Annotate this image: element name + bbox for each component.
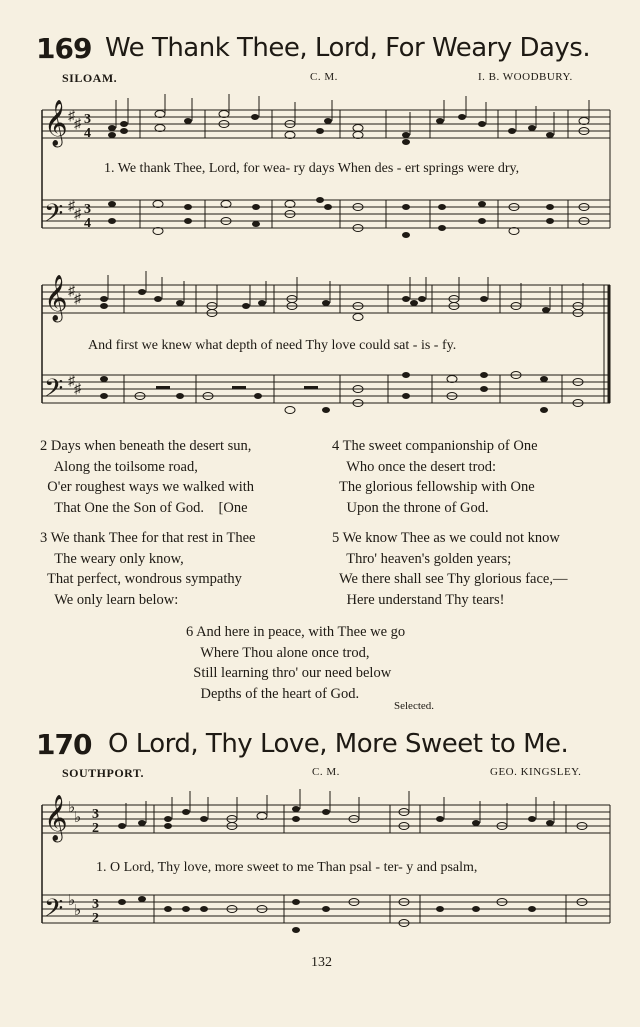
svg-text:3: 3 — [84, 202, 91, 217]
verse: 4 The sweet companionship of One Who once the desert trod: The glorious fellowship with One Upon the throne of God. — [332, 438, 538, 516]
hymn-number: 169 — [36, 32, 92, 65]
meter: C. M. — [310, 71, 338, 83]
lyric-line: And first we knew what depth of need Thy love could sat - is - fy. — [88, 338, 457, 353]
verse: 5 We know Thee as we could not know Thro' heaven's golden years; We there shall see Thy glorious face,— Here understand Thy tears! — [332, 530, 568, 608]
svg-text:4: 4 — [84, 126, 91, 141]
lyric-line: 1. We thank Thee, Lord, for wea- ry days When des - ert springs were dry, — [104, 161, 520, 176]
hymn-title: O Lord, Thy Love, More Sweet to Me. — [108, 729, 569, 759]
svg-text:3: 3 — [92, 897, 99, 912]
svg-text:𝄞: 𝄞 — [44, 795, 68, 841]
svg-text:♯: ♯ — [74, 117, 81, 132]
svg-text:♯: ♯ — [68, 199, 75, 214]
svg-text:𝄞: 𝄞 — [44, 275, 68, 321]
composer: GEO. KINGSLEY. — [490, 766, 582, 778]
hymn-title: We Thank Thee, Lord, For Weary Days. — [105, 33, 591, 63]
svg-text:4: 4 — [84, 216, 91, 231]
verse: 2 Days when beneath the desert sun, Along the toilsome road, O'er roughest ways we walked with That One the Son of God. [One — [40, 438, 255, 516]
svg-text:𝄢: 𝄢 — [44, 894, 64, 929]
tune-name: SILOAM. — [62, 71, 118, 85]
verse: 6 And here in peace, with Thee we go Where Thou alone once trod, Still learning thro' our need below Depths of the heart of God. — [186, 624, 406, 702]
svg-text:♯: ♯ — [74, 382, 81, 397]
attribution: Selected. — [394, 700, 435, 712]
svg-text:2: 2 — [92, 911, 99, 926]
svg-text:♯: ♯ — [74, 292, 81, 307]
tune-name: SOUTHPORT. — [62, 766, 145, 780]
lyric-line: 1. O Lord, Thy love, more sweet to me Than psal - ter- y and psalm, — [96, 860, 478, 875]
hymn-number: 170 — [36, 728, 92, 761]
svg-text:♭: ♭ — [68, 893, 76, 909]
svg-text:♭: ♭ — [74, 810, 82, 826]
svg-text:♭: ♭ — [68, 800, 76, 816]
svg-text:♭: ♭ — [74, 903, 82, 919]
svg-text:♯: ♯ — [68, 109, 75, 124]
svg-text:𝄞: 𝄞 — [44, 100, 68, 146]
svg-text:𝄢: 𝄢 — [44, 199, 64, 234]
svg-text:2: 2 — [92, 821, 99, 836]
svg-text:♯: ♯ — [68, 284, 75, 299]
svg-text:♯: ♯ — [68, 374, 75, 389]
verse: 3 We thank Thee for that rest in Thee The weary only know, That perfect, wondrous sympathy We only learn below: — [40, 530, 256, 608]
svg-text:𝄢: 𝄢 — [44, 374, 64, 409]
svg-text:♯: ♯ — [74, 207, 81, 222]
meter: C. M. — [312, 766, 340, 778]
svg-text:3: 3 — [92, 807, 99, 822]
composer: I. B. WOODBURY. — [478, 71, 573, 83]
page-number: 132 — [311, 955, 332, 970]
music-system-1 — [0, 90, 640, 270]
svg-text:3: 3 — [84, 112, 91, 127]
